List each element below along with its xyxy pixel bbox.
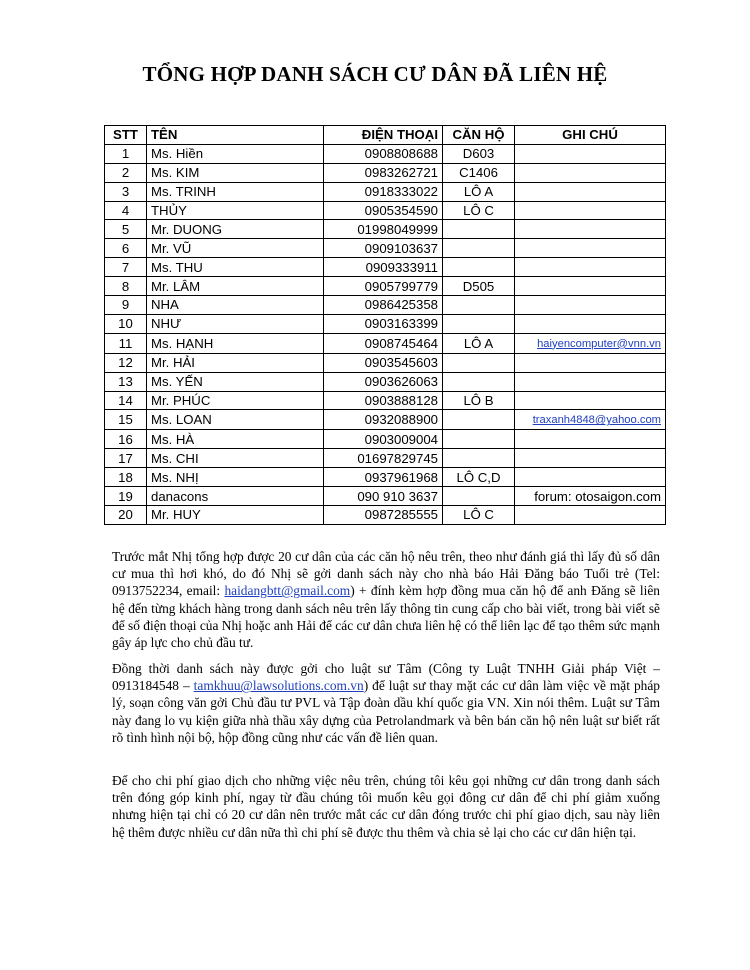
cell-name: Ms. LOAN [147,410,324,430]
cell-note [515,314,666,333]
cell-apartment [443,258,515,277]
note-email-link[interactable]: traxanh4848@yahoo.com [532,414,661,427]
cell-name: Ms. HẠNH [147,333,324,353]
cell-phone: 0903888128 [324,391,443,410]
table-body [105,144,666,524]
cell-apartment: LÔ A [443,333,515,353]
cell-phone: 0903626063 [324,372,443,391]
cell-name: Ms. TRINH [147,182,324,201]
cell-phone: 0905354590 [324,201,443,220]
cell-stt: 6 [105,239,147,258]
header-name: TÊN [147,126,324,145]
cell-apartment: LÔ C [443,201,515,220]
cell-phone: 0932088900 [324,410,443,430]
table-row [105,258,666,277]
cell-note [515,239,666,258]
cell-name: Mr. VŨ [147,239,324,258]
cell-note [515,163,666,182]
cell-name: Mr. HUY [147,506,324,525]
table-row [105,487,666,506]
cell-name: danacons [147,487,324,506]
cell-stt: 14 [105,391,147,410]
cell-note [515,296,666,315]
cell-apartment [443,314,515,333]
paragraph-1-text-b: ) + đính kèm hợp đồng mua căn hộ để anh Đăng sẽ liên hệ đến từng khách hàng trong danh sách nêu trên lấy thông tin cung cấp cho bài viết, trong bài viết sẽ để số điện thoại của Nhị hoặc anh Hải để các cư dân chưa liên hệ có thể liên lạc để tạo thêm sức mạnh gây áp lực cho chủ đầu tư. [112,583,660,651]
cell-name: THỦY [147,201,324,220]
table-row [105,449,666,468]
cell-name: Mr. DUONG [147,220,324,239]
table-row [105,220,666,239]
paragraph-2-text-a: Đồng thời danh sách này được gởi cho luật sư Tâm (Công ty Luật TNHH Giải pháp Việt – 0913184548 – [112,661,660,694]
cell-phone: 0909103637 [324,239,443,258]
cell-apartment [443,430,515,449]
cell-stt: 17 [105,449,147,468]
cell-note [515,506,666,525]
cell-phone: 0903163399 [324,314,443,333]
cell-stt: 15 [105,410,147,430]
cell-apartment: D603 [443,144,515,163]
table-row [105,372,666,391]
table-row [105,391,666,410]
cell-note [515,353,666,372]
cell-phone: 0937961968 [324,468,443,487]
cell-stt: 2 [105,163,147,182]
cell-apartment [443,353,515,372]
cell-name: NHƯ [147,314,324,333]
cell-note [515,430,666,449]
table-row [105,201,666,220]
table-row [105,182,666,201]
cell-note [515,201,666,220]
cell-note [515,277,666,296]
cell-phone: 0983262721 [324,163,443,182]
table-row [105,277,666,296]
email-link-haidang[interactable]: haidangbtt@gmail.com [224,583,351,599]
cell-stt: 16 [105,430,147,449]
paragraph-2-text-b: ) để luật sư thay mặt các cư dân làm việc về mặt pháp lý, soạn công văn gởi Chủ đầu tư PVL và Tập đoàn dầu khí quốc gia VN. Xin nói thêm. Luật sư Tâm này đang lo vụ kiện giữa nhà thầu xây dựng của Petrolandmark và bên bán căn hộ nên luật sư biết rất rõ tình hình nội bộ, hộp đồng cũng như các vấn đề liên quan. [112,678,660,745]
cell-note [515,333,666,353]
cell-name: Ms. Hiền [147,144,324,163]
cell-note [515,410,666,430]
email-link-tamkhuu[interactable]: tamkhuu@lawsolutions.com.vn [193,678,364,694]
cell-phone: 0905799779 [324,277,443,296]
cell-note [515,487,666,506]
cell-phone: 0903545603 [324,353,443,372]
paragraph-3: Để cho chi phí giao dịch cho những việc nêu trên, chúng tôi kêu gọi những cư dân trong danh sách trên đóng góp kinh phí, ngay từ đầu chúng tôi muốn kêu gọi đông cư dân để chi phí giảm xuống nhưng hiện tại chỉ có 20 cư dân nên trước mắt các cư dân đóng trước chi phí giao dịch, sau này liên hệ thêm được nhiều cư dân nữa thì chi phí sẽ được thu thêm và chia sẻ lại cho các cư dân hiện tại. [112,773,660,840]
cell-note [515,391,666,410]
table-row [105,410,666,430]
cell-stt: 19 [105,487,147,506]
cell-apartment [443,220,515,239]
cell-stt: 11 [105,333,147,353]
cell-name: Ms. HÀ [147,430,324,449]
table-row [105,144,666,163]
cell-apartment: LÔ C [443,506,515,525]
table-row [105,430,666,449]
cell-apartment [443,296,515,315]
header-stt: STT [105,126,147,145]
paragraph-1-text-a: Trước mắt Nhị tổng hợp được 20 cư dân của các căn hộ nêu trên, theo như đánh giá thì lấy đủ số dân cư mua thì hơi khó, do đó Nhị sẽ gởi danh sách này cho nhà báo Hải Đăng báo Tuổi trẻ (Tel: 0913752234, email: [112,549,660,599]
cell-stt: 5 [105,220,147,239]
cell-apartment: LÔ A [443,182,515,201]
cell-phone: 01697829745 [324,449,443,468]
cell-name: NHA [147,296,324,315]
cell-name: Mr. HẢI [147,353,324,372]
cell-stt: 7 [105,258,147,277]
cell-name: Ms. KIM [147,163,324,182]
cell-stt: 1 [105,144,147,163]
cell-name: Ms. CHI [147,449,324,468]
header-note: GHI CHÚ [515,126,666,145]
paragraph-2 [112,660,660,746]
table-row [105,296,666,315]
cell-phone: 0909333911 [324,258,443,277]
cell-name: Mr. LÂM [147,277,324,296]
cell-stt: 3 [105,182,147,201]
cell-phone: 0918333022 [324,182,443,201]
cell-apartment [443,487,515,506]
cell-note [515,144,666,163]
cell-note [515,372,666,391]
cell-note [515,468,666,487]
cell-apartment: C1406 [443,163,515,182]
cell-note [515,182,666,201]
cell-note [515,258,666,277]
note-email-link[interactable]: haiyencomputer@vnn.vn [537,337,661,350]
cell-stt: 10 [105,314,147,333]
document-title: TỔNG HỢP DANH SÁCH CƯ DÂN ĐÃ LIÊN HỆ [142,62,608,86]
cell-name: Mr. PHÚC [147,391,324,410]
cell-apartment [443,410,515,430]
cell-phone: 090 910 3637 [324,487,443,506]
cell-phone: 0908808688 [324,144,443,163]
table-row [105,314,666,333]
cell-note [515,220,666,239]
cell-phone: 01998049999 [324,220,443,239]
cell-phone: 0986425358 [324,296,443,315]
cell-apartment: LÔ C,D [443,468,515,487]
cell-apartment: D505 [443,277,515,296]
cell-stt: 18 [105,468,147,487]
cell-name: Ms. NHỊ [147,468,324,487]
cell-apartment [443,239,515,258]
header-phone: ĐIỆN THOẠI [324,126,443,145]
cell-note [515,449,666,468]
cell-name: Ms. YẾN [147,372,324,391]
cell-name: Ms. THU [147,258,324,277]
residents-table [104,125,666,525]
cell-stt: 8 [105,277,147,296]
cell-apartment: LÔ B [443,391,515,410]
table-row [105,468,666,487]
note-text: forum: otosaigon.com [534,488,661,504]
header-apartment: CĂN HỘ [443,126,515,145]
cell-stt: 12 [105,353,147,372]
table-row [105,163,666,182]
cell-apartment [443,372,515,391]
table-row [105,353,666,372]
cell-phone: 0908745464 [324,333,443,353]
cell-stt: 20 [105,506,147,525]
table-header-row [105,126,666,145]
cell-phone: 0903009004 [324,430,443,449]
cell-apartment [443,449,515,468]
cell-phone: 0987285555 [324,506,443,525]
table-row [105,239,666,258]
cell-stt: 9 [105,296,147,315]
paragraph-1 [112,548,660,651]
cell-stt: 13 [105,372,147,391]
table-row [105,506,666,525]
cell-stt: 4 [105,201,147,220]
table-row [105,333,666,353]
